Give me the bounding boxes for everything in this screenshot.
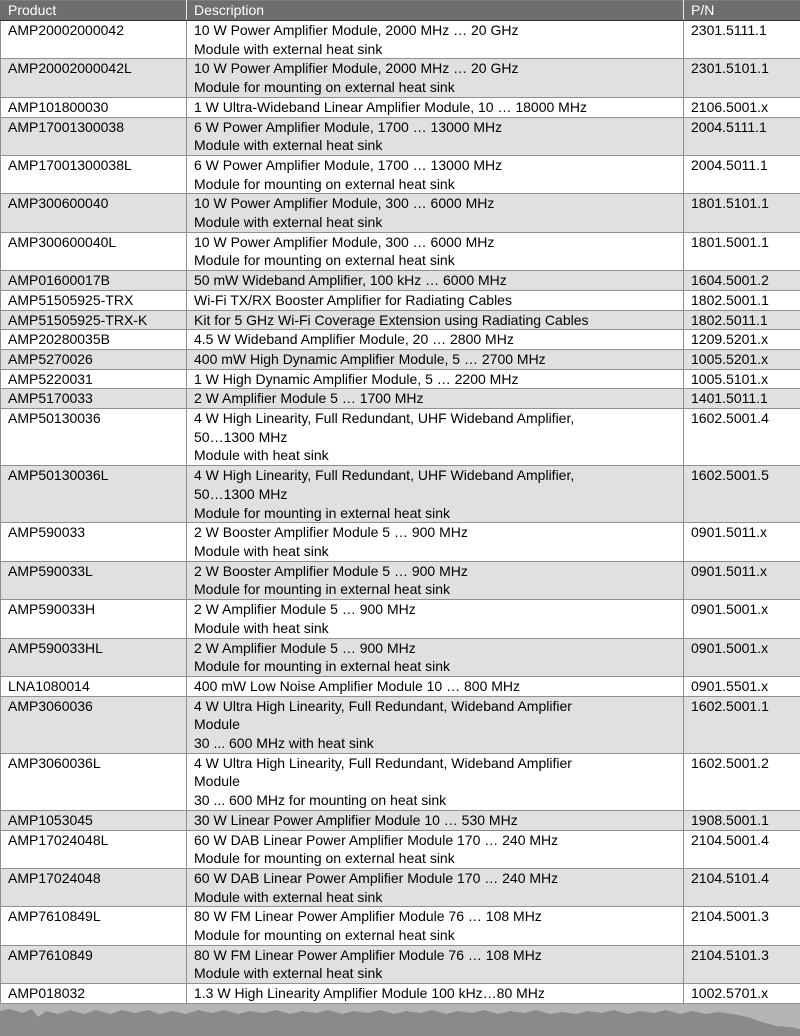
table-body [1,21,800,1004]
description-line: 50…1300 MHz [194,428,288,445]
product-cell [1,232,187,270]
product-cell [1,945,187,983]
pn-cell [684,349,800,369]
pn-value: 2004.5011.1 [691,156,768,173]
description-line: 4 W High Linearity, Full Redundant, UHF Wideband Amplifier, [194,410,575,427]
table-row [1,21,800,59]
description-line: Module [194,773,240,790]
pn-cell [684,232,800,270]
product-name: AMP7610849 [8,946,93,963]
description-cell [187,868,684,906]
description-line: 1 W Ultra-Wideband Linear Amplifier Module, 10 … 18000 MHz [194,98,587,115]
description-line: Module for mounting on external heat sink [194,850,455,867]
pn-cell [684,638,800,676]
table-row [1,984,800,1004]
table-row [1,868,800,906]
description-cell [187,830,684,868]
product-name: AMP590033H [8,601,96,618]
product-name: AMP20002000042 [8,22,124,38]
product-name: AMP3060036 [8,697,93,714]
table-row [1,330,800,350]
description-line: 4 W Ultra High Linearity, Full Redundant, Wideband Amplifier [194,697,572,714]
product-cell [1,810,187,830]
table-row [1,676,800,696]
description-cell [187,389,684,409]
pn-value: 2104.5001.3 [691,908,769,925]
product-cell [1,696,187,753]
product-name: AMP51505925-TRX-K [8,311,148,328]
product-cell [1,290,187,310]
pn-cell [684,561,800,599]
description-line: Module with external heat sink [194,888,383,905]
description-line: Module with external heat sink [194,137,383,154]
description-line: 4 W Ultra High Linearity, Full Redundant, Wideband Amplifier [194,754,572,771]
pn-cell [684,117,800,155]
pn-value: 1005.5101.x [691,370,769,387]
description-line: Kit for 5 GHz Wi-Fi Coverage Extension using Radiating Cables [194,311,589,328]
description-line: Module with heat sink [194,619,329,636]
description-line: 2 W Amplifier Module 5 … 1700 MHz [194,390,424,407]
product-cell [1,369,187,389]
product-name: AMP5170033 [8,390,93,407]
table-row [1,59,800,97]
product-name: AMP018032 [8,985,86,1002]
product-cell [1,271,187,291]
product-cell [1,409,187,466]
description-line: 30 ... 600 MHz with heat sink [194,735,374,752]
pn-cell [684,984,800,1004]
pn-value: 1602.5001.4 [691,410,769,427]
pn-value: 0901.5001.x [691,601,769,618]
pn-cell [684,369,800,389]
description-line: Module for mounting on external heat sink [194,927,455,944]
description-cell [187,466,684,523]
pn-cell [684,271,800,291]
product-cell [1,753,187,810]
description-line: 60 W DAB Linear Power Amplifier Module 170 … 240 MHz [194,869,559,886]
table-row [1,117,800,155]
description-line: 10 W Power Amplifier Module, 2000 MHz … 20 GHz [194,60,519,77]
pn-cell [684,194,800,232]
table-row [1,369,800,389]
pn-cell [684,290,800,310]
pn-value: 1602.5001.2 [691,754,769,771]
pn-value: 1602.5001.5 [691,467,769,484]
product-name: LNA1080014 [8,677,90,694]
table-header-row [1,1,800,21]
column-header-description: Description [187,1,684,21]
pn-value: 2106.5001.x [691,98,769,115]
product-name: AMP101800030 [8,98,109,115]
pn-value: 1209.5201.x [691,331,769,348]
description-cell [187,600,684,638]
description-line: 80 W FM Linear Power Amplifier Module 76 … 108 MHz [194,908,542,925]
description-line: Module for mounting in external heat sink [194,658,451,675]
product-cell [1,868,187,906]
description-cell [187,290,684,310]
product-name: AMP590033HL [8,639,103,656]
table-row [1,523,800,561]
pn-value: 0901.5011.x [691,524,768,541]
description-cell [187,59,684,97]
pn-value: 1604.5001.2 [691,272,769,289]
description-cell [187,97,684,117]
product-cell [1,21,187,59]
product-name: AMP5270026 [8,350,93,367]
product-name: AMP1053045 [8,811,93,828]
product-name: AMP17001300038L [8,156,132,173]
description-line: 6 W Power Amplifier Module, 1700 … 13000 MHz [194,156,503,173]
pn-value: 1005.5201.x [691,350,769,367]
product-cell [1,97,187,117]
pn-cell [684,753,800,810]
description-line: Module with external heat sink [194,40,383,57]
column-header-product: Product [1,1,187,21]
table-row [1,696,800,753]
pn-cell [684,21,800,59]
table-row [1,232,800,270]
table-row [1,155,800,193]
description-cell [187,561,684,599]
description-cell [187,638,684,676]
table-row [1,97,800,117]
description-cell [187,810,684,830]
table-row [1,310,800,330]
description-cell [187,907,684,945]
pn-value: 2004.5111.1 [691,118,767,135]
pn-value: 0901.5011.x [691,562,768,579]
pn-cell [684,945,800,983]
description-cell [187,349,684,369]
product-cell [1,117,187,155]
product-name: AMP20280035B [8,331,110,348]
table-row [1,638,800,676]
description-line: Module for mounting on external heat sink [194,79,455,96]
pn-value: 2104.5101.3 [691,946,769,963]
product-cell [1,330,187,350]
product-name: AMP17001300038 [8,118,124,135]
description-line: 6 W Power Amplifier Module, 1700 … 13000 MHz [194,118,503,135]
description-cell [187,753,684,810]
description-cell [187,155,684,193]
description-cell [187,369,684,389]
pn-cell [684,466,800,523]
product-name: AMP51505925-TRX [8,291,134,308]
product-name: AMP01600017B [8,272,110,289]
table-row [1,907,800,945]
product-name: AMP300600040 [8,195,109,212]
product-name: AMP50130036 [8,410,101,427]
pn-cell [684,830,800,868]
description-line: Module with external heat sink [194,965,383,982]
pn-value: 0901.5001.x [691,639,769,656]
description-line: Module for mounting on external heat sink [194,175,455,192]
product-cell [1,349,187,369]
table-row [1,561,800,599]
pn-value: 2301.5101.1 [691,60,769,77]
product-cell [1,310,187,330]
description-cell [187,945,684,983]
description-line: Module with heat sink [194,542,329,559]
description-line: Module for mounting in external heat sink [194,581,451,598]
description-line: 10 W Power Amplifier Module, 300 … 6000 MHz [194,195,495,212]
product-cell [1,59,187,97]
pn-value: 0901.5501.x [691,677,769,694]
table-row [1,389,800,409]
product-name: AMP50130036L [8,467,109,484]
pn-cell [684,810,800,830]
pn-value: 2104.5001.4 [691,831,769,848]
product-name: AMP17024048L [8,831,109,848]
column-header-pn: P/N [684,1,800,21]
table-row [1,810,800,830]
description-cell [187,984,684,1004]
table-row [1,945,800,983]
description-line: 4.5 W Wideband Amplifier Module, 20 … 2800 MHz [194,331,514,348]
description-cell [187,330,684,350]
description-cell [187,117,684,155]
description-line: Module with external heat sink [194,214,383,231]
pn-value: 1801.5101.1 [691,195,769,212]
description-line: 10 W Power Amplifier Module, 300 … 6000 MHz [194,233,495,250]
torn-edge-shape [0,1004,800,1036]
description-line: Module [194,716,240,733]
pn-cell [684,155,800,193]
pn-value: 2104.5101.4 [691,869,769,886]
pn-value: 1401.5011.1 [691,390,768,407]
description-line: 50…1300 MHz [194,485,288,502]
product-cell [1,389,187,409]
product-name: AMP3060036L [8,754,101,771]
pn-cell [684,59,800,97]
description-cell [187,523,684,561]
pn-cell [684,389,800,409]
description-line: 60 W DAB Linear Power Amplifier Module 170 … 240 MHz [194,831,559,848]
pn-cell [684,97,800,117]
pn-cell [684,330,800,350]
description-cell [187,310,684,330]
product-cell [1,830,187,868]
table-row [1,466,800,523]
description-line: 10 W Power Amplifier Module, 2000 MHz … 20 GHz [194,22,519,38]
pn-cell [684,310,800,330]
description-cell [187,194,684,232]
description-line: 1.3 W High Linearity Amplifier Module 100 kHz…80 MHz [194,985,545,1002]
table-row [1,290,800,310]
product-name: AMP17024048 [8,869,101,886]
product-name: AMP7610849L [8,908,101,925]
table-row [1,194,800,232]
pn-value: 1908.5001.1 [691,811,769,828]
description-line: 2 W Amplifier Module 5 … 900 MHz [194,639,416,656]
description-cell [187,232,684,270]
table-row [1,349,800,369]
description-line: Wi-Fi TX/RX Booster Amplifier for Radiating Cables [194,291,512,308]
pn-value: 1002.5701.x [691,985,769,1002]
product-cell [1,466,187,523]
description-line: 2 W Booster Amplifier Module 5 … 900 MHz [194,524,468,541]
table-row [1,753,800,810]
description-line: Module for mounting on external heat sink [194,252,455,269]
product-cell [1,155,187,193]
description-cell [187,696,684,753]
description-line: 30 W Linear Power Amplifier Module 10 … 530 MHz [194,811,518,828]
description-line: Module for mounting in external heat sink [194,504,451,521]
product-name: AMP590033 [8,524,86,541]
product-name: AMP300600040L [8,233,117,250]
description-cell [187,676,684,696]
pn-cell [684,523,800,561]
product-cell [1,194,187,232]
table-row [1,830,800,868]
description-line: 2 W Booster Amplifier Module 5 … 900 MHz [194,562,468,579]
product-name: AMP590033L [8,562,93,579]
pn-value: 1801.5001.1 [691,233,769,250]
pn-value: 2301.5111.1 [691,22,767,38]
pn-cell [684,868,800,906]
pn-cell [684,409,800,466]
product-cell [1,523,187,561]
pn-value: 1802.5011.1 [691,311,768,328]
pn-cell [684,907,800,945]
table-row [1,600,800,638]
product-cell [1,638,187,676]
description-line: 80 W FM Linear Power Amplifier Module 76 … 108 MHz [194,946,542,963]
description-line: 50 mW Wideband Amplifier, 100 kHz … 6000 MHz [194,272,507,289]
product-cell [1,561,187,599]
description-line: 2 W Amplifier Module 5 … 900 MHz [194,601,416,618]
description-line: 4 W High Linearity, Full Redundant, UHF Wideband Amplifier, [194,467,575,484]
pn-cell [684,600,800,638]
pn-cell [684,676,800,696]
description-line: 1 W High Dynamic Amplifier Module, 5 … 2200 MHz [194,370,519,387]
table-row [1,271,800,291]
description-line: 400 mW Low Noise Amplifier Module 10 … 800 MHz [194,677,521,694]
product-name: AMP20002000042L [8,60,132,77]
torn-edge [0,1004,800,1036]
product-cell [1,600,187,638]
description-line: Module with heat sink [194,447,329,464]
product-cell [1,676,187,696]
description-cell [187,409,684,466]
pn-cell [684,696,800,753]
description-line: 400 mW High Dynamic Amplifier Module, 5 … 2700 MHz [194,350,546,367]
pn-value: 1602.5001.1 [691,697,769,714]
pn-value: 1802.5001.1 [691,291,769,308]
description-cell [187,21,684,59]
description-line: 30 ... 600 MHz for mounting on heat sink [194,792,447,809]
description-cell [187,271,684,291]
product-cell [1,907,187,945]
product-name: AMP5220031 [8,370,93,387]
table-row [1,409,800,466]
product-cell [1,984,187,1004]
